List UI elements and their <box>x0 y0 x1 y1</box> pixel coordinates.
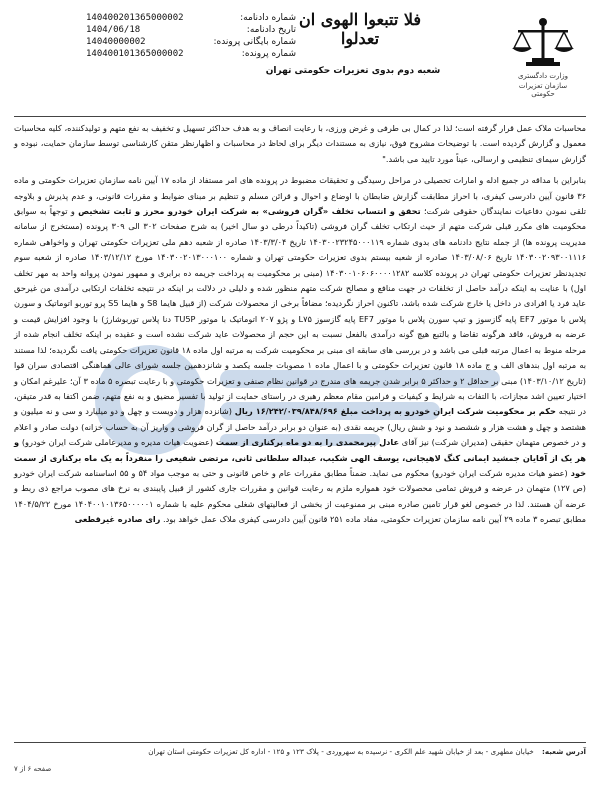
meta-row-verdict-date <box>86 24 296 36</box>
meta-row-archive-number <box>86 36 296 48</box>
paragraph-expert-report: محاسبات ملاک عمل قرار گرفته است؛ لذا در کمال بی طرفی و غرض ورزی، با رعایت انصاف و به هدف حداکثر تسهیل و تخفیف به نفع متهم و تولیدکننده، کلیه محاسبات معمول و گزارش گردیده است. با توضیحات مشروح فوق، نیازی به مستندات دیگر برای لحاظ در محاسبات و اظهارنظر متقن کارشناسی توسط سازمان حمایت، نبوده و گزارش سیمای تنظیمی و ارسالی، عیناً مورد تایید می باشد." <box>14 123 586 164</box>
ruling-text: و توجهاً به سوابق محکومیت های مکرر قبلی شرکت متهم از حیث ارتکاب تخلف گران فروشی (تاکیداً درطی دو سال اخیر) به شرح صفحات ۳۰۲ الی ۳۰۹ پرونده (مستخرج از سامانه مدیریت پرونده ها) از جمله نتایج دادنامه های بدوی شماره ۱۴۰۳۰۰۲۳۲۴۵۰۰۰۱۱۹ تاریخ ۱۴۰۳/۳/۰۴ صادره از شعبه دهم ملی تعزیرات حکومتی تهران و واخواهی شماره ۱۴۰۳۰۰۲۰۹۳۰۰۱۱۱۶ تاریخ ۱۴۰۳/۰۸/۰۶ صادره از شعبه بیستم بدوی تعزیرات حکومتی تهران و شماره ۱۴۰۳۰۰۲۰۱۳۰۰۰۱۰۰ مورخ ۱۴۰۳/۱۲/۱۲ صادره از شعبه سوم تجدیدنظر تعزیرات حکومتی تهران در پرونده کلاسه ۱۴۰۳۰۰۱۰۶۰۶۰۰۰۰۱۲۸۲ (مبنی بر محکومیت به پرداخت جریمه ده برابری و ممهور نمودن پروانه واحد به مهر تخلف اول) با عنایت به اینکه درآمد حاصل از تخلفات در جهت منافع و مصالح شرکت متهم منظور شده و دلیلی در دلالت بر اینکه در نتیجه تخلفات ارتکابی درآمدی من غیرحق عاید فرد یا افرادی در داخل یا خارج شرکت شده باشد، تاکنون احراز نگردیده؛ مضافاً برخی از محصولات شرکت (از قبیل هایما S8 و هایما S5 پرو توربو اتوماتیک و سورن پلاس با موتور EF7 پایه گازسوز و تیپ سورن پلاس با موتور EF7 پایه گازسوز L۷۵ و پژو ۲۰۷ اتوماتیک با موتور TU5P دنا پلاس توربوشارژ) با وجود افزایش قیمت و عرضه به فروش، فاقد هرگونه تقاضا و بالتبع هیچ گونه درآمدی بالفعل نسبت به این حجم از محصولات عاید شرکت نشده است و عقیده بر اینکه تخلف انجام شده از مرحله منوط به اعمال مرتبه قبلی می باشد و در بررسی های سابقه ای مبنی بر محکومیت شرکت به مرتبه اول ماده ۱۸ قانون تعزیرات حکومتی یافت نگردیده؛ لذا مستند به مرتبه اول بندهای الف و ج ماده ۱۸ قانون تعزیرات حکومتی و با اعمال ماده ۱ مصوبات جلسه یکصد و شانزدهمین جلسه شورای عالی هماهنگی اقتصادی سران قوا (تاریخ ۱۴۰۳/۱۰/۱۲) مبنی بر حداقل ۲ و حداکثر ۵ برابر شدن جریمه های مندرج در قوانین نظام صنفی و تعزیرات حکومتی و با رعایت تبصره ۵ ماده ۳ آن؛ علیرغم امکان و اختیار تعیین اشد مجازات، با التفات به شرایط و کیفیات و فرامین مقام معظم رهبری در راستای حمایت از تولید با تفسیر مضیق و به نفع متهم، ضمن اکتفا به قدر متیقن، در نتیجه <box>14 206 587 417</box>
meta-label: شماره پرونده: <box>241 49 296 59</box>
ruling-text: بنابراین با مداقه در جمیع ادله و امارات تحصیلی در مراحل رسیدگی و تحقیقات مضبوط در پرونده های امر مستفاد از ماده ۱۷ آیین نامه سازمان تعزیرات حکومتی و ماده ۳۶ قانون آیین دادرسی کیفری، با احراز مطابقت گزارش ضابطان با اوضاع و احوال و قرائن مسلم و تنظیم بر مبنای ضوابط و مقررات قانونی، و عدم پذیرش و بلاوجه تلقی نمودن دفاعیات نمایندگان حقوقی شرکت؛ <box>14 175 587 217</box>
header-divider <box>14 116 586 117</box>
ruling-text: (شانزده هزار و دویست و چهل و دو میلیارد و سی و نه میلیون و هشتصد و چهل و هشت هزار و ششصد و نود و شش ریال) جریمه نقدی (به عنوان دو برابر درآمد حاصل از گران فروشی و واریز آن به حساب خزانه) دولت صادر و اعلام و در خصوص متهمان حقیقی (مدیران شرکت) نیز آقای <box>14 406 586 448</box>
organization-name: سازمان تعزیرات حکومتی <box>518 82 568 98</box>
meta-value: 140400101365000002 <box>86 49 184 59</box>
ceo-suspension: عادل پیرمحمدی را به دو ماه برکناری از سمت <box>215 437 400 448</box>
ruling-text: (عضو هیات مدیره شرکت ایران خودرو) محکوم می نماید. ضمناً مطابق مقررات عام و خاص قانونی و حتی به موجب مواد ۵۴ و ۵۵ اساسنامه شرکت ایران خودرو (ص ۱۲۷) متهمان در عرضه و فروش تمامی محصولات خود همواره ملزم به رعایت قوانین و مقررات جاری کشور از قبیل پایبندی به نرخ های مصوب مراجع ذی ربط و عرضه آن هستند. لذا در خصوص لغو قرار تامین صادره مبنی بر ممنوعیت از بخشی از فعالیتهای شغلی محکوم علیه با شماره ۱۴۰۴۰۰۱۰۱۳۶۵۰۰۰۰۰۱ مورخ ۱۴۰۴/۵/۲۲ مطابق تبصره ۳ ماده ۲۹ آیین نامه سازمان تعزیرات حکومتی، مفاد ماده ۲۵۱ قانون آیین دادرسی کیفری ملاک عمل خواهد بود. <box>14 467 586 525</box>
judiciary-emblem <box>508 14 578 104</box>
violation-established: تحقق و انتساب تخلف «گران فروشی» به شرکت ایران خودرو محرز و ثابت تشخیص <box>78 206 421 217</box>
branch-address <box>14 746 586 758</box>
fine-amount: حکم بر محکومیت شرکت ایران خودرو به پرداخت مبلغ ۱۶/۲۴۲/۰۳۹/۸۴۸/۶۹۶ ریال <box>234 406 556 417</box>
ruling-text: (عضویت هیات مدیره و مدیرعاملی شرکت ایران خودرو) <box>21 437 214 448</box>
address-label: آدرس شعبه: <box>541 747 586 756</box>
meta-label: شماره بایگانی پرونده: <box>213 37 296 47</box>
meta-label: تاریخ دادنامه: <box>246 25 296 35</box>
ruling-body <box>14 121 586 534</box>
meta-value: 1404/06/18 <box>86 25 141 35</box>
branch-title: شعبه دوم بدوی تعزیرات حکومتی تهران <box>265 66 441 76</box>
ministry-name: وزارت دادگستری <box>517 72 569 80</box>
case-metadata <box>86 12 296 60</box>
document-header <box>0 0 600 118</box>
meta-row-verdict-number <box>86 12 296 24</box>
address-text: خیابان مطهری - بعد از خیابان شهید علم الکری - نرسیده به سهروردی - پلاک ۱۲۳ و ۱۲۵ - اداره کل تعزیرات حکومتی استان تهران <box>148 747 534 756</box>
meta-value: 14040000002 <box>86 37 146 47</box>
meta-row-case-number <box>86 48 296 60</box>
page-number: صفحه ۶ از ۷ <box>14 765 52 773</box>
board-suspension: و هر یک از آقایان جمشید ایمانی کنگ لاهیجانی، یوسف الهی شکیب، عبداله سلطانی ثانی، مرتضی شفیعی را منفرداً به یک ماه برکناری از سمت خود <box>14 437 586 478</box>
non-final-ruling: رای صادره غیرقطعی <box>74 514 161 525</box>
header-motto: فلا تتبعوا الهوی ان تعدلوا <box>298 10 422 48</box>
meta-label: شماره دادنامه: <box>240 13 296 23</box>
scales-of-justice-icon <box>508 14 578 70</box>
footer-divider <box>14 742 586 743</box>
meta-value: 140400201365000002 <box>86 13 184 23</box>
paragraph-ruling <box>14 173 586 527</box>
